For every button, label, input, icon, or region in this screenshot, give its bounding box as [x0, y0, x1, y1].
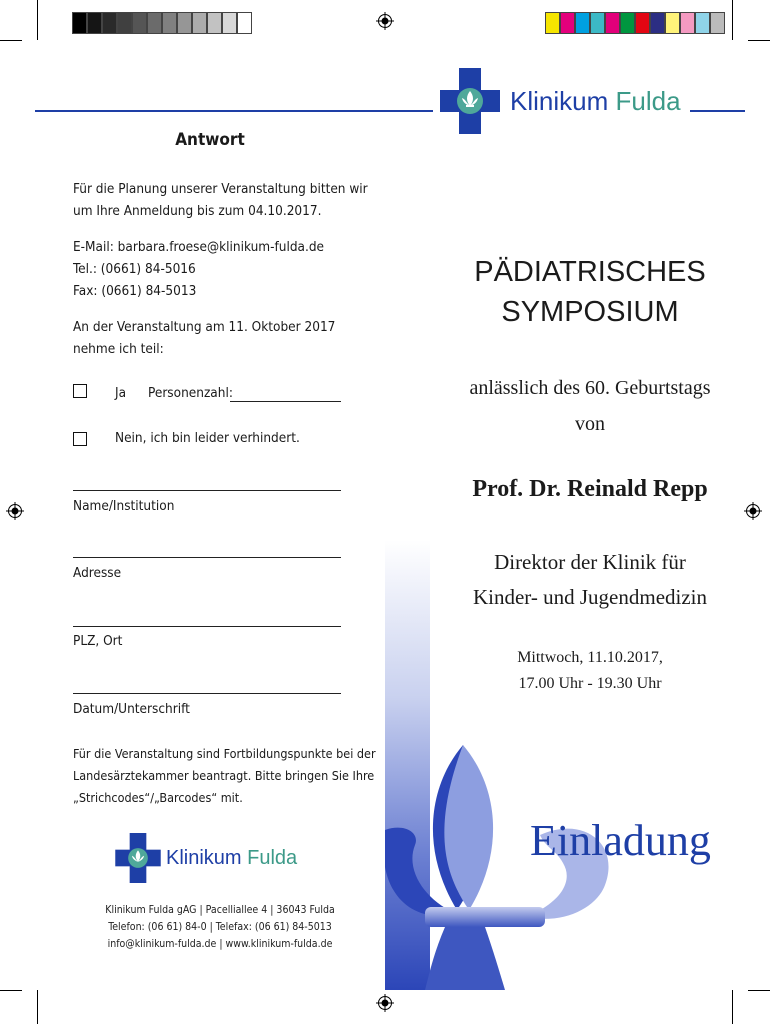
intro-line-1: Für die Planung unserer Veranstaltung bitten wir [73, 181, 368, 197]
name-field-line[interactable] [73, 490, 341, 491]
header-rule-right [690, 110, 745, 112]
symposium-title [420, 252, 760, 332]
checkbox-no[interactable] [73, 432, 87, 446]
footer-line-1: Klinikum Fulda gAG | Pacelliallee 4 | 36043 Fulda [105, 904, 335, 916]
city-field-label: PLZ, Ort [73, 633, 123, 649]
cross-logo-icon [440, 68, 500, 134]
occasion [420, 370, 760, 442]
occasion-line-1: anlässlich des 60. Geburtstags [469, 377, 711, 399]
logo-word-fulda: Fulda [247, 847, 298, 869]
cross-logo-icon [115, 833, 161, 883]
persons-count-line[interactable] [230, 401, 341, 402]
city-field-line[interactable] [73, 626, 341, 627]
signature-field-line[interactable] [73, 693, 341, 694]
contact-block [73, 236, 324, 302]
contact-tel: Tel.: (0661) 84-5016 [73, 261, 196, 277]
logo-word-klinikum: Klinikum [510, 86, 609, 116]
cme-line-2: Landesärztekammer beantragt. Bitte bringen Sie Ihre [73, 768, 375, 783]
registration-mark-icon [376, 994, 394, 1012]
option-yes-label: Ja [115, 385, 127, 401]
response-heading: Antwort [175, 130, 245, 150]
einladung-title: Einladung [530, 816, 711, 865]
title-line-2: SYMPOSIUM [501, 296, 679, 328]
cme-note [73, 743, 376, 809]
contact-fax: Fax: (0661) 84-5013 [73, 283, 197, 299]
attend-line-1: An der Veranstaltung am 11. Oktober 2017 [73, 319, 336, 335]
date-line-2: 17.00 Uhr - 19.30 Uhr [518, 675, 662, 692]
role-line-2: Kinder- und Jugendmedizin [472, 585, 708, 609]
header-rule-left [35, 110, 433, 112]
registration-mark-icon [744, 502, 762, 520]
role-line-1: Direktor der Klinik für [494, 550, 686, 574]
footer-line-3[interactable]: info@klinikum-fulda.de | www.klinikum-fulda.de [107, 938, 333, 950]
attendance-text [73, 316, 335, 360]
address-field-line[interactable] [73, 557, 341, 558]
logo-word-klinikum: Klinikum [166, 847, 242, 869]
footer-address [70, 902, 370, 953]
event-date [420, 645, 760, 697]
intro-line-2: um Ihre Anmeldung bis zum 04.10.2017. [73, 203, 322, 219]
date-line-1: Mittwoch, 11.10.2017, [517, 649, 663, 666]
cme-line-3: „Strichcodes“/„Barcodes“ mit. [73, 790, 243, 805]
logo-bottom [115, 833, 315, 887]
honoree-name: Prof. Dr. Reinald Repp [472, 476, 708, 502]
logo-top [440, 68, 690, 138]
contact-email[interactable]: E-Mail: barbara.froese@klinikum-fulda.de [73, 239, 325, 255]
attend-line-2: nehme ich teil: [73, 341, 164, 357]
persons-label: Personenzahl: [148, 385, 233, 401]
logo-word-fulda: Fulda [615, 86, 681, 116]
honoree-role [420, 545, 760, 615]
registration-mark-icon [6, 502, 24, 520]
title-line-1: PÄDIATRISCHES [474, 256, 706, 288]
footer-line-2: Telefon: (06 61) 84-0 | Telefax: (06 61) 84-5013 [108, 921, 332, 933]
checkbox-yes[interactable] [73, 384, 87, 398]
occasion-line-2: von [575, 413, 605, 435]
color-bar [545, 12, 725, 34]
intro-text [73, 178, 368, 222]
signature-field-label: Datum/Unterschrift [73, 701, 190, 717]
grayscale-bar [72, 12, 252, 34]
registration-mark-icon [376, 12, 394, 30]
address-field-label: Adresse [73, 565, 122, 581]
name-field-label: Name/Institution [73, 498, 175, 514]
cme-line-1: Für die Veranstaltung sind Fortbildungspunkte bei der [73, 746, 376, 761]
option-no-label: Nein, ich bin leider verhindert. [115, 430, 300, 446]
